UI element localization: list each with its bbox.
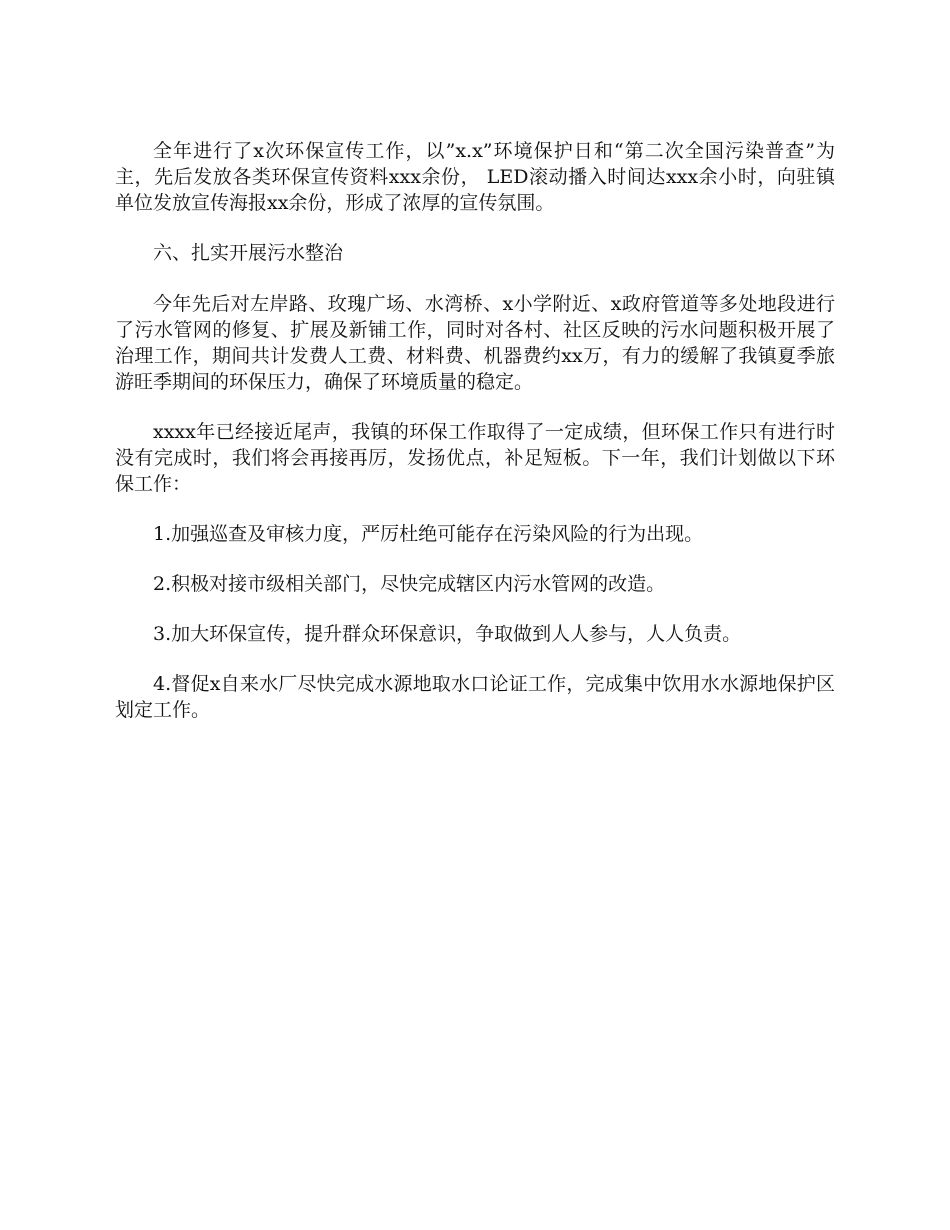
paragraph-publicity-summary: 全年进行了x次环保宣传工作，以”x.x”环境保护日和“第二次全国污染普查”为主，先后发放各类环保宣传资料xxx余份， LED滚动播入时间达xxx余小时，向驻镇单位发放宣传海报xx余份，形成了浓厚的宣传氛围。 [115,140,835,214]
plan-item-3: 3.加大环保宣传，提升群众环保意识，争取做到人人参与，人人负责。 [153,623,742,645]
paragraph-year-end-summary: xxxx年已经接近尾声，我镇的环保工作取得了一定成绩，但环保工作只有进行时没有完成时，我们将会再接再厉，发扬优点，补足短板。下一年，我们计划做以下环保工作： [115,421,835,495]
plan-item-2: 2.积极对接市级相关部门，尽快完成辖区内污水管网的改造。 [153,573,666,595]
plan-item-1: 1.加强巡查及审核力度，严厉杜绝可能存在污染风险的行为出现。 [153,523,704,545]
document-body [115,138,835,747]
paragraph-sewage-works: 今年先后对左岸路、玫瑰广场、水湾桥、x小学附近、x政府管道等多处地段进行了污水管网的修复、扩展及新铺工作，同时对各村、社区反映的污水问题积极开展了治理工作，期间共计发费人工费、材料费、机器费约xx万，有力的缓解了我镇夏季旅游旺季期间的环保压力，确保了环境质量的稳定。 [115,293,835,393]
plan-item-4: 4.督促x自来水厂尽快完成水源地取水口论证工作，完成集中饮用水水源地保护区划定工作。 [115,673,835,721]
section-heading-sewage: 六、扎实开展污水整治 [153,242,344,264]
